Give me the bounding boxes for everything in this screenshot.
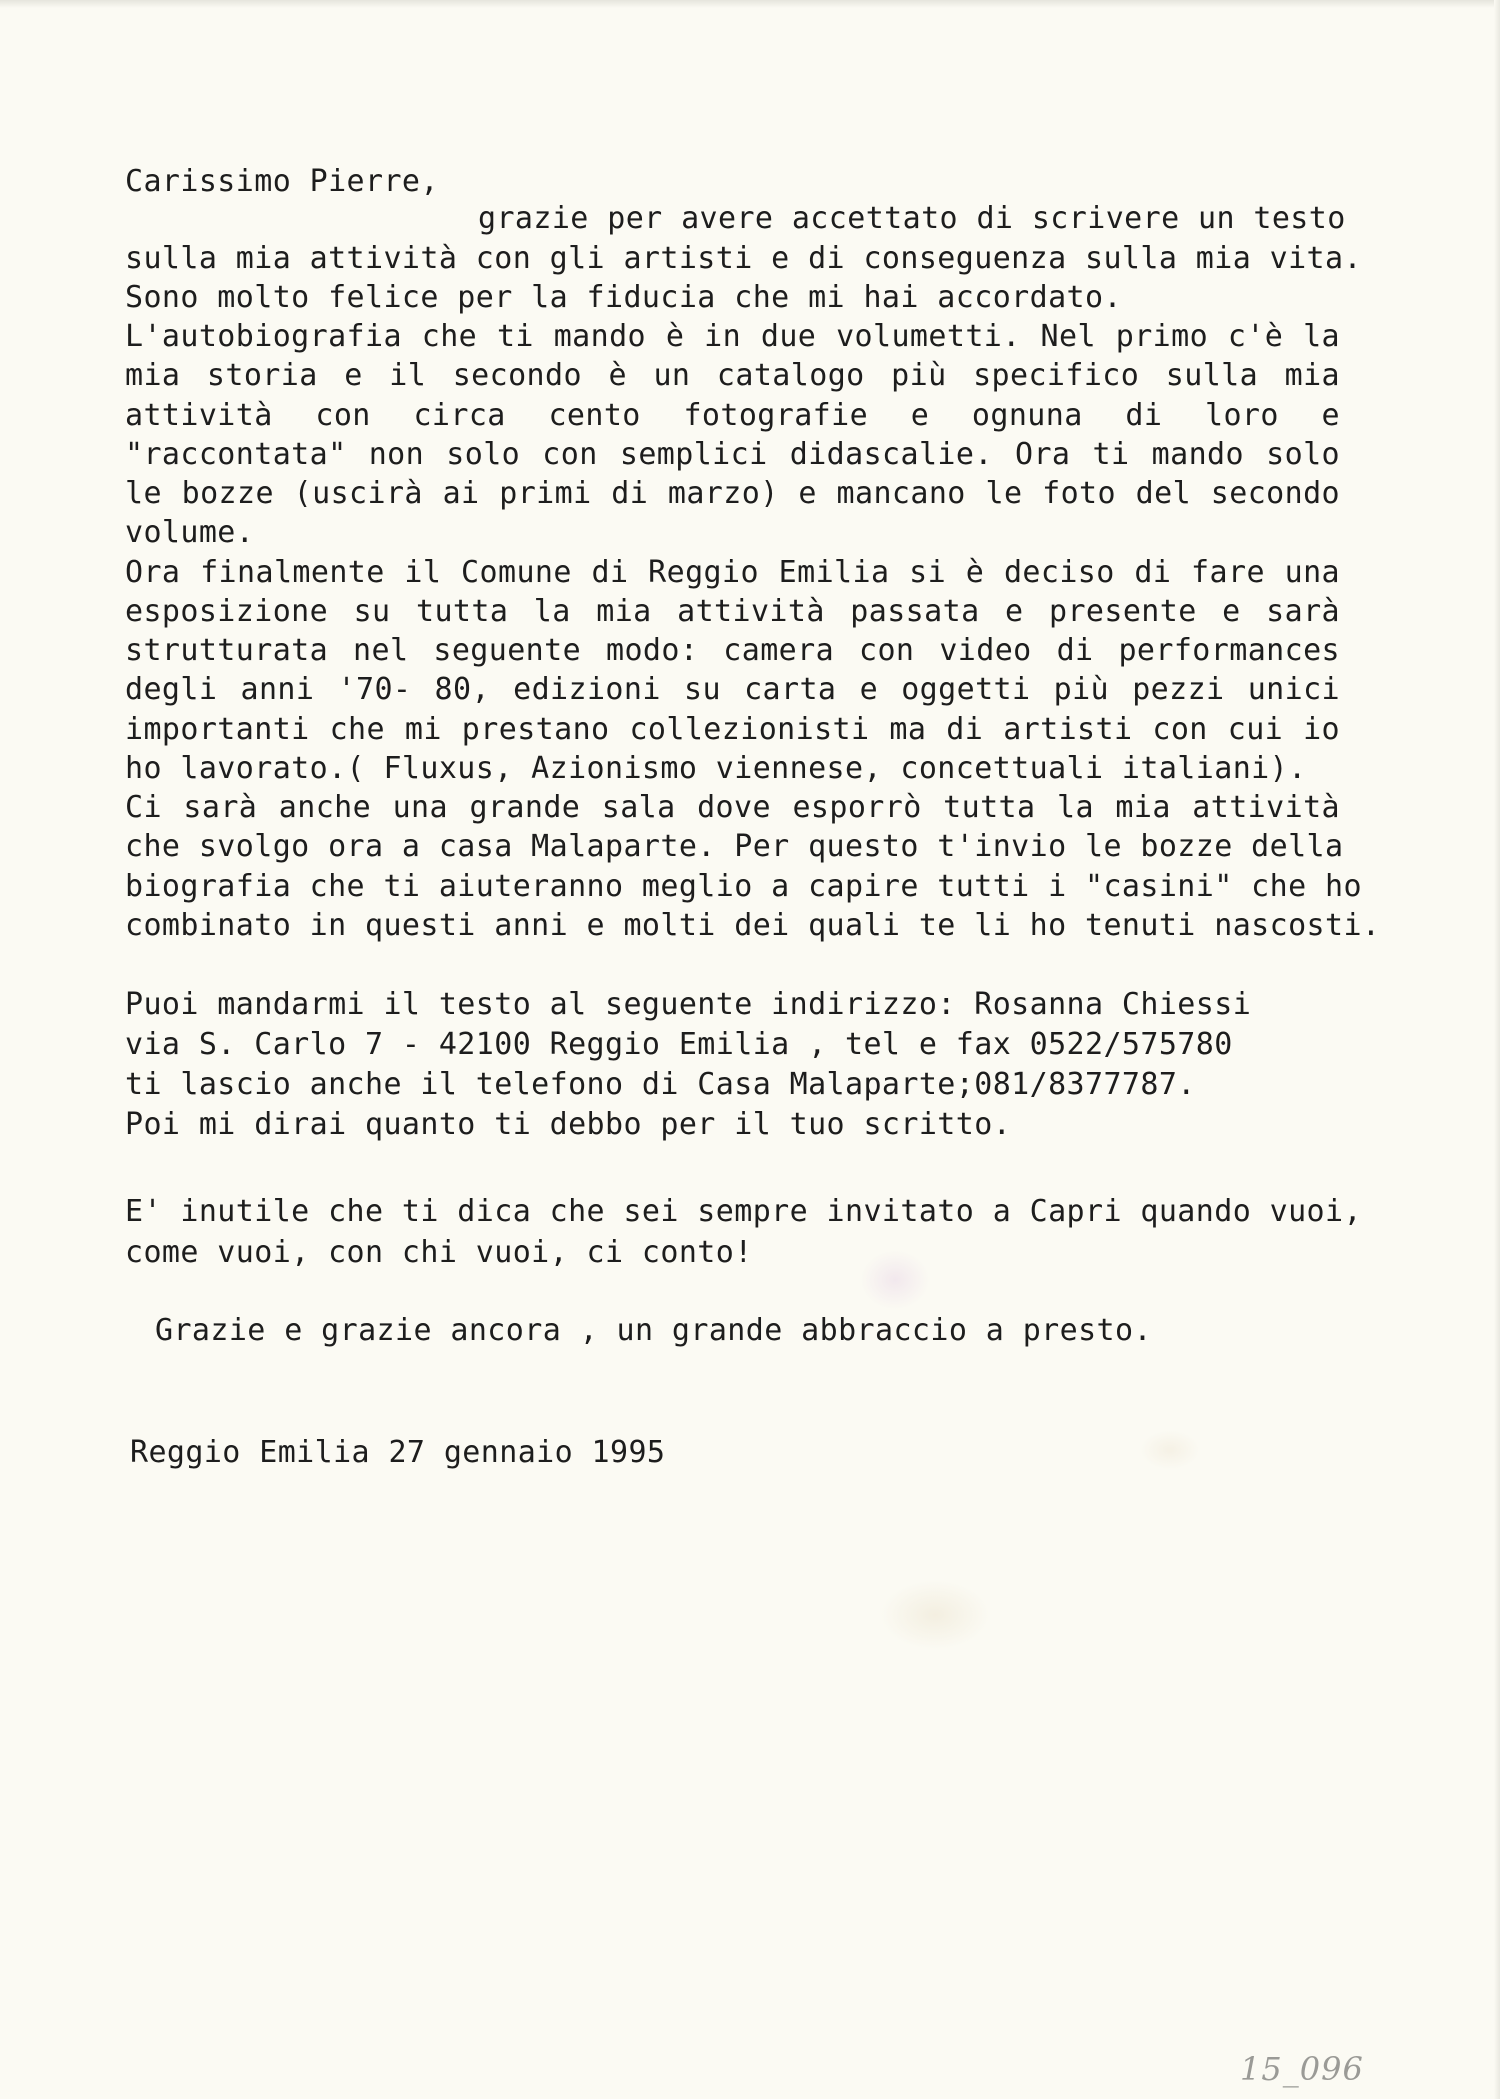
paragraph-line: degli anni '70- 80, edizioni su carta e oggetti più pezzi unici xyxy=(125,672,1340,707)
address-line: Poi mi dirai quanto ti debbo per il tuo scritto. xyxy=(125,1107,1012,1142)
address-line: Puoi mandarmi il testo al seguente indirizzo: Rosanna Chiessi xyxy=(125,987,1252,1022)
paragraph-line: strutturata nel seguente modo: camera con video di performances xyxy=(125,633,1340,668)
paragraph-line: importanti che mi prestano collezionisti ma di artisti con cui io xyxy=(125,712,1340,747)
paragraph-line: Ora finalmente il Comune di Reggio Emilia si è deciso di fare una xyxy=(125,555,1340,590)
invitation-line: E' inutile che ti dica che sei sempre invitato a Capri quando vuoi, xyxy=(125,1194,1362,1229)
closing: Grazie e grazie ancora , un grande abbraccio a presto. xyxy=(155,1313,1152,1348)
paragraph-line: Ci sarà anche una grande sala dove esporrò tutta la mia attività xyxy=(125,790,1340,825)
paragraph-line: "raccontata" non solo con semplici didascalie. Ora ti mando solo xyxy=(125,437,1340,472)
paragraph-line: L'autobiografia che ti mando è in due volumetti. Nel primo c'è la xyxy=(125,319,1340,354)
salutation: Carissimo Pierre, xyxy=(125,164,439,199)
paragraph-line: ho lavorato.( Fluxus, Azionismo viennese, concettuali italiani). xyxy=(125,751,1307,786)
paragraph-line: Sono molto felice per la fiducia che mi hai accordato. xyxy=(125,280,1122,315)
address-line: ti lascio anche il telefono di Casa Malaparte;081/8377787. xyxy=(125,1067,1196,1102)
paragraph-line: sulla mia attività con gli artisti e di conseguenza sulla mia vita. xyxy=(125,241,1362,276)
archive-number: 15_096 xyxy=(1240,2050,1364,2088)
paragraph-line: grazie per avere accettato di scrivere un testo xyxy=(478,201,1346,236)
paragraph-line: esposizione su tutta la mia attività passata e presente e sarà xyxy=(125,594,1340,629)
page-top-edge xyxy=(0,0,1500,8)
page-right-edge xyxy=(1494,0,1500,2099)
place-date: Reggio Emilia 27 gennaio 1995 xyxy=(130,1435,666,1470)
paragraph-line: biografia che ti aiuteranno meglio a capire tutti i "casini" che ho xyxy=(125,869,1362,904)
paragraph-line: attività con circa cento fotografie e ognuna di loro e xyxy=(125,398,1340,433)
invitation-line: come vuoi, con chi vuoi, ci conto! xyxy=(125,1235,753,1270)
stain-mark xyxy=(880,1580,990,1650)
paragraph-line: volume. xyxy=(125,515,255,550)
paragraph-line: mia storia e il secondo è un catalogo più specifico sulla mia xyxy=(125,358,1340,393)
address-line: via S. Carlo 7 - 42100 Reggio Emilia , tel e fax 0522/575780 xyxy=(125,1027,1233,1062)
paragraph-line: combinato in questi anni e molti dei quali te li ho tenuti nascosti. xyxy=(125,908,1381,943)
paragraph-line: che svolgo ora a casa Malaparte. Per questo t'invio le bozze della xyxy=(125,829,1344,864)
paragraph-line: le bozze (uscirà ai primi di marzo) e mancano le foto del secondo xyxy=(125,476,1340,511)
